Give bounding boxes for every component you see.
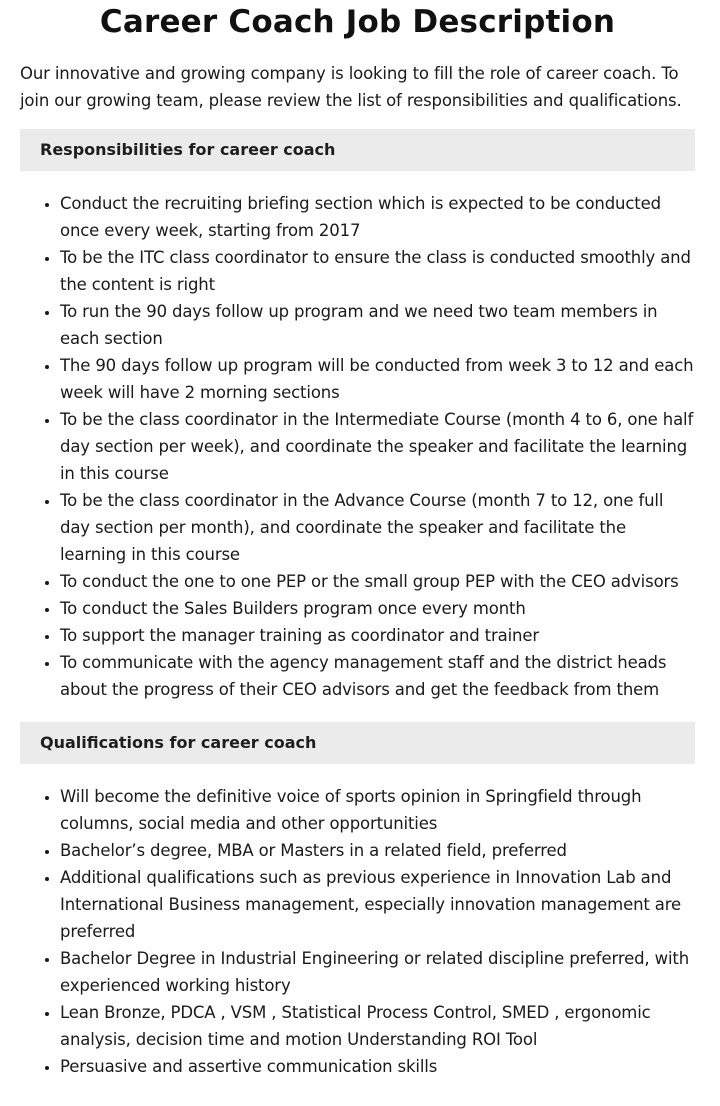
list-item: • To run the 90 days follow up program and we need two team members in each section: [60, 298, 696, 352]
list-item: • To conduct the one to one PEP or the small group PEP with the CEO advisors: [60, 568, 696, 595]
responsibilities-list: [20, 190, 696, 703]
responsibilities-heading: Responsibilities for career coach: [20, 129, 695, 171]
intro-paragraph: Our innovative and growing company is looking to fill the role of career coach. To join our growing team, please review the list of responsibilities and qualifications.: [20, 64, 682, 110]
list-item: • Bachelor’s degree, MBA or Masters in a related field, preferred: [60, 837, 696, 864]
page-title: Career Coach Job Description: [99, 4, 616, 40]
qualifications-list: [20, 783, 696, 1080]
list-item: • Persuasive and assertive communication skills: [60, 1053, 696, 1080]
list-item: • To be the class coordinator in the Advance Course (month 7 to 12, one full day section per month), and coordinate the speaker and facilitate the learning in this course: [60, 487, 696, 568]
list-item: • Conduct the recruiting briefing section which is expected to be conducted once every week, starting from 2017: [60, 190, 696, 244]
list-item: • To support the manager training as coordinator and trainer: [60, 622, 696, 649]
list-item: • The 90 days follow up program will be conducted from week 3 to 12 and each week will have 2 morning sections: [60, 352, 696, 406]
list-item: • To communicate with the agency management staff and the district heads about the progress of their CEO advisors and get the feedback from them: [60, 649, 696, 703]
list-item: • To be the ITC class coordinator to ensure the class is conducted smoothly and the content is right: [60, 244, 696, 298]
list-item: • Bachelor Degree in Industrial Engineering or related discipline preferred, with experienced working history: [60, 945, 696, 999]
list-item: • Lean Bronze, PDCA , VSM , Statistical Process Control, SMED , ergonomic analysis, decision time and motion Understanding ROI Tool: [60, 999, 696, 1053]
qualifications-heading: Qualifications for career coach: [20, 722, 695, 764]
list-item: • Will become the definitive voice of sports opinion in Springfield through columns, social media and other opportunities: [60, 783, 696, 837]
list-item: • To be the class coordinator in the Intermediate Course (month 4 to 6, one half day section per week), and coordinate the speaker and facilitate the learning in this course: [60, 406, 696, 487]
list-item: • To conduct the Sales Builders program once every month: [60, 595, 696, 622]
list-item: • Additional qualifications such as previous experience in Innovation Lab and International Business management, especially innovation management are preferred: [60, 864, 696, 945]
